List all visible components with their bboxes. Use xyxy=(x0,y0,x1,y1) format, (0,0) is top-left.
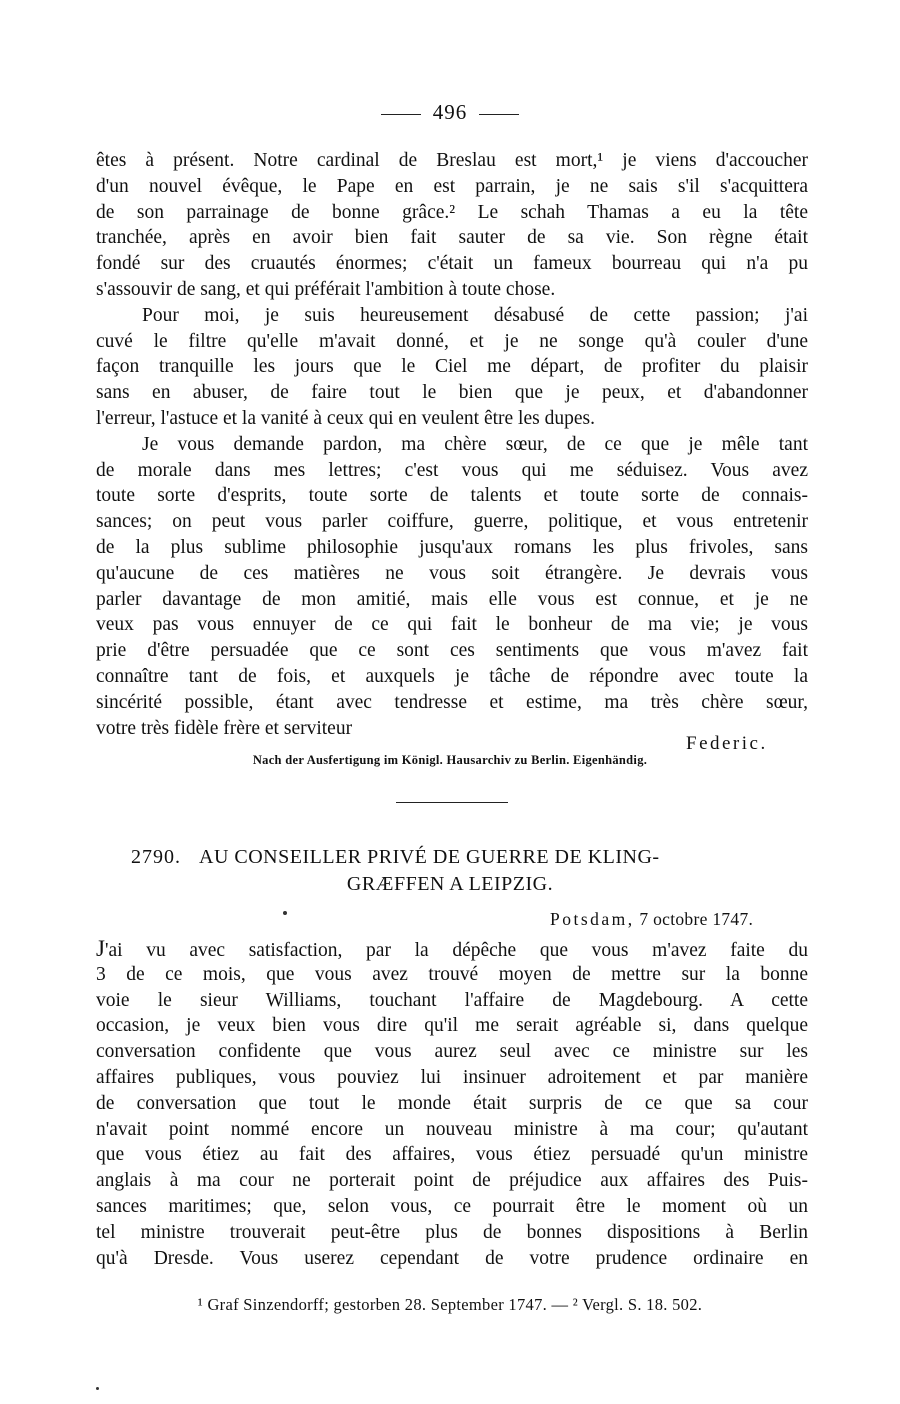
letter-1-line: l'erreur, l'astuce et la vanité à ceux qui en veulent être les dupes. xyxy=(96,407,595,429)
letter-1-line: toute sorte d'esprits, toute sorte de talents et toute sorte de connais- xyxy=(96,485,808,507)
date-place: Potsdam, xyxy=(550,909,635,929)
letter-2-line: n'avait point nommé encore un nouveau ministre à ma cour; qu'autant xyxy=(96,1118,808,1140)
letter-1-line: veux pas vous ennuyer de ce qui fait le bonheur de ma vie; je vous xyxy=(96,614,808,636)
letter-1-line: façon tranquille les jours que le Ciel me départ, de profiter du plaisir xyxy=(96,356,808,378)
ink-speck xyxy=(96,1387,99,1390)
letter-1-line: votre très fidèle frère et serviteur xyxy=(96,717,353,739)
letter-1-line: de la plus sublime philosophie jusqu'aux romans les plus frivoles, sans xyxy=(96,536,808,558)
letter-1-body xyxy=(96,148,808,741)
drop-cap: J xyxy=(96,936,105,961)
letter-1-line: qu'aucune de ces matières ne vous soit étrangère. Je devrais vous xyxy=(96,562,808,584)
letter-2-line: voie le sieur Williams, touchant l'affaire de Magdebourg. A cette xyxy=(96,989,808,1011)
letter-2-line: occasion, je veux bien vous dire qu'il me serait agréable si, dans quelque xyxy=(96,1015,808,1037)
letter-number: 2790. xyxy=(131,846,181,868)
letter-2-line: de conversation que tout le monde était surpris de ce que sa cour xyxy=(96,1092,808,1114)
letter-1-line: de morale dans mes lettres; c'est vous qui me séduisez. Vous avez xyxy=(96,459,808,481)
letter-1-line: fondé sur des cruautés énormes; c'était un fameux bourreau qui n'a pu xyxy=(96,253,808,275)
date-value: 7 octobre 1747. xyxy=(639,909,754,929)
letter-1-line: s'assouvir de sang, et qui préférait l'ambition à toute chose. xyxy=(96,278,556,300)
letter-1-line: de son parrainage de bonne grâce.² Le schah Thamas a eu la tête xyxy=(96,201,808,223)
letter-2-line: que vous étiez au fait des affaires, vous étiez persuadé qu'un ministre xyxy=(96,1144,808,1166)
letter-2-heading-line-2: GRÆFFEN A LEIPZIG. xyxy=(346,873,554,895)
letter-2-line: qu'à Dresde. Vous userez cependant de votre prudence ordinaire en xyxy=(96,1247,808,1269)
letter-1-line: parler davantage de mon amitié, mais elle vous est connue, et je ne xyxy=(96,588,808,610)
letter-2-line: sances maritimes; que, selon vous, ce pourrait être le moment où un xyxy=(96,1195,808,1217)
signature: Federic. xyxy=(686,733,768,754)
page-number: 496 xyxy=(432,100,468,124)
letter-1-line: sincérité possible, étant avec tendresse et estime, ma très chère sœur, xyxy=(96,691,808,713)
header-dash-right xyxy=(479,114,519,115)
letter-1-line: Je vous demande pardon, ma chère sœur, de ce que je mêle tant xyxy=(142,433,808,455)
header-dash-left xyxy=(381,114,421,115)
page-number-header xyxy=(0,100,900,125)
footnotes: ¹ Graf Sinzendorff; gestorben 28. September 1747. — ² Vergl. S. 18. 502. xyxy=(197,1295,703,1314)
section-divider xyxy=(396,802,508,803)
source-note: Nach der Ausfertigung im Königl. Hausarchiv zu Berlin. Eigenhändig. xyxy=(252,753,648,767)
letter-2-line: conversation confidente que vous aurez seul avec ce ministre sur les xyxy=(96,1041,808,1063)
letter-1-line: êtes à présent. Notre cardinal de Breslau est mort,¹ je viens d'accoucher xyxy=(96,150,808,171)
letter-1-line: d'un nouvel évêque, le Pape en est parrain, je ne sais s'il s'acquittera xyxy=(96,175,808,197)
letter-1-line: tranchée, après en avoir bien fait sauter de sa vie. Son règne était xyxy=(96,227,808,249)
letter-1-line: connaître tant de fois, et auxquels je tâche de répondre avec toute la xyxy=(96,665,808,687)
letter-2-line-text: 'ai vu avec satisfaction, par la dépêche que vous m'avez faite du xyxy=(104,940,808,961)
letter-2-line: 3 de ce mois, que vous avez trouvé moyen de mettre sur la bonne xyxy=(96,963,808,985)
letter-1-line: Pour moi, je suis heureusement désabusé de cette passion; j'ai xyxy=(142,304,808,326)
letter-2-line xyxy=(96,936,808,962)
ink-speck xyxy=(283,911,287,915)
letter-2-body xyxy=(96,936,808,1271)
letter-1-line: sans en abuser, de faire tout le bien que je peux, et d'abandonner xyxy=(96,382,808,404)
dateline xyxy=(550,909,753,930)
letter-1-line: sances; on peut vous parler coiffure, guerre, politique, et vous entretenir xyxy=(96,511,808,533)
letter-2-line: anglais à ma cour ne porterait point de préjudice aux affaires des Puis- xyxy=(96,1170,808,1192)
letter-2-heading-text-1: AU CONSEILLER PRIVÉ DE GUERRE DE KLING- xyxy=(199,846,660,868)
letter-1-line: prie d'être persuadée que ce sont ces sentiments que vous m'avez fait xyxy=(96,640,808,662)
letter-2-heading-line-1 xyxy=(131,846,660,869)
letter-2-line: tel ministre trouverait peut-être plus de bonnes dispositions à Berlin xyxy=(96,1221,808,1243)
letter-1-line: cuvé le filtre qu'elle m'avait donné, et je ne songe qu'à couler d'une xyxy=(96,330,808,352)
letter-2-line: affaires publiques, vous pouviez lui insinuer adroitement et par manière xyxy=(96,1066,808,1088)
